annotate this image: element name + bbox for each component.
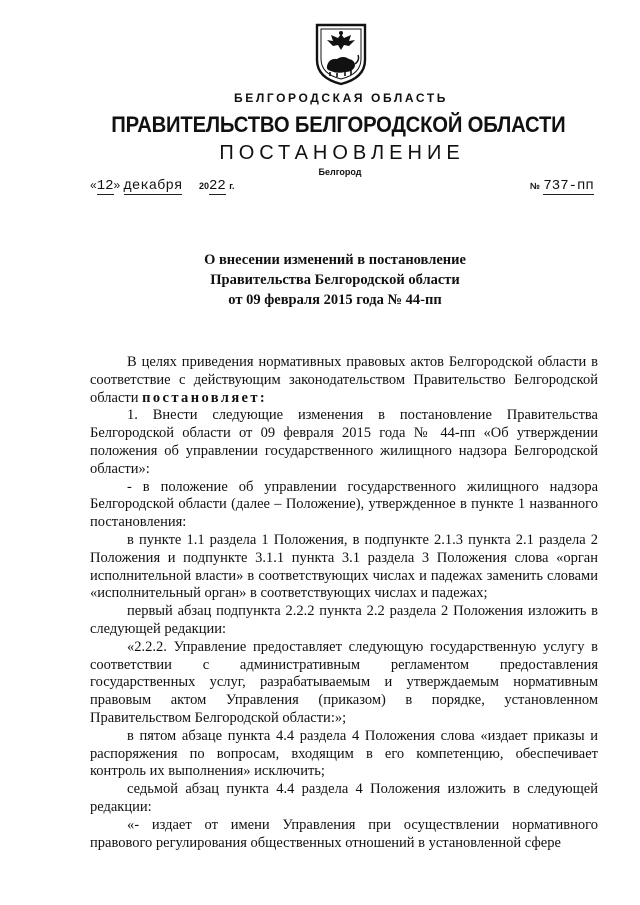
document-body bbox=[90, 354, 598, 852]
title-line-2: Правительства Белгородской области bbox=[210, 272, 460, 288]
date-day: 12 bbox=[96, 178, 114, 194]
resolve-word: постановляет: bbox=[142, 389, 268, 406]
paragraph-8: «- издает от имени Управления при осуществлении нормативного правового регулирования общественных отношений в установленной сфере bbox=[90, 816, 598, 851]
city-name: Белгород bbox=[318, 167, 362, 177]
paragraph-1: 1. Внести следующие изменения в постановление Правительства Белгородской области от 09 февраля 2015 года № 44-пп «Об утверждении положения об управлении государственного жилищного надзора Белгородской области»: bbox=[90, 407, 598, 477]
date-open-quote: « bbox=[90, 178, 97, 192]
coat-of-arms-emblem bbox=[313, 22, 369, 86]
paragraph-5: «2.2.2. Управление предоставляет следующую государственную услугу в соответствии с административным регламентом предоставления государственных услуг, разрабатываемым и утверждаемым нормативным правовым актом Управления (приказом) в порядке, установленном Правительством Белгородской области:»; bbox=[90, 638, 598, 726]
title-line-3: от 09 февраля 2015 года № 44-пп bbox=[228, 292, 442, 308]
date-month: декабря bbox=[123, 178, 183, 194]
preamble-text: В целях приведения нормативных правовых актов Белгородской области в соответствие с действующим законодательством Правительство Белгородской области bbox=[90, 354, 598, 406]
number-prefix: № bbox=[530, 181, 541, 191]
document-type: ПОСТАНОВЛЕНИЕ bbox=[219, 142, 465, 164]
date-year-suffix: 22 bbox=[209, 178, 226, 194]
region-name: БЕЛГОРОДСКАЯ ОБЛАСТЬ bbox=[234, 91, 448, 105]
title-line-1: О внесении изменений в постановление bbox=[204, 252, 466, 268]
date-year-unit: г. bbox=[229, 181, 235, 191]
paragraph-6: в пятом абзаце пункта 4.4 раздела 4 Положения слова «издает приказы и распоряжения по вопросам, входящим в его компетенцию, обеспечивает контроль их выполнения» исключить; bbox=[90, 727, 598, 780]
document-title bbox=[0, 250, 640, 310]
paragraph-2: - в положение об управлении государственного жилищного надзора Белгородской области (далее – Положение), утвержденное в пункте 1 названного постановления: bbox=[90, 478, 598, 531]
document-number bbox=[530, 178, 594, 194]
document-date bbox=[90, 178, 235, 194]
government-name: ПРАВИТЕЛЬСТВО БЕЛГОРОДСКОЙ ОБЛАСТИ bbox=[111, 112, 566, 137]
date-year-prefix: 20 bbox=[199, 181, 210, 191]
paragraph-4: первый абзац подпункта 2.2.2 пункта 2.2 раздела 2 Положения изложить в следующей редакции: bbox=[90, 603, 598, 637]
paragraph-3: в пункте 1.1 раздела 1 Положения, в подпункте 2.1.3 пункта 2.1 раздела 2 Положения и подпункте 3.1.1 пункта 3.1 раздела 3 Положения слова «орган исполнительной власти» в соответствующих числах и падежах заменить словами «исполнительный орган» в соответствующих числах и падежах; bbox=[90, 531, 598, 602]
paragraph-preamble bbox=[90, 354, 598, 407]
number-value: 737-пп bbox=[543, 178, 594, 194]
date-close-quote: » bbox=[113, 178, 121, 192]
paragraph-7: седьмой абзац пункта 4.4 раздела 4 Положения изложить в следующей редакции: bbox=[90, 781, 598, 815]
